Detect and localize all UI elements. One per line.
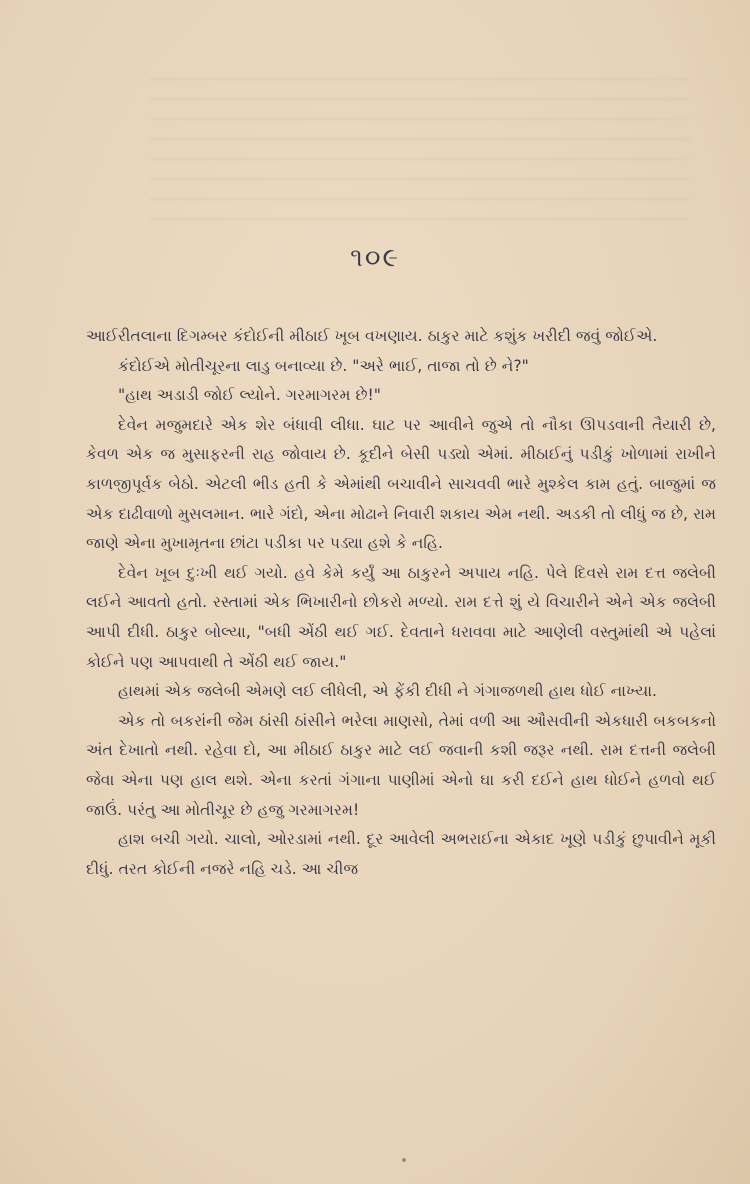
paragraph: એક તો બકરાંની જેમ ઠાંસી ઠાંસીને ભરેલા માણસો, તેમાં વળી આ ઔસવીની એકધારી બકબકનો અંત દેખાતો નથી. રહેવા દો, આ મીઠાઈ ઠાકુર માટે લઈ જવાની કશી જરૂર નથી. રામ દત્તની જલેબી જેવા એના પણ હાલ થશે. એના કરતાં ગંગાના પાણીમાં એનો ઘા કરી દઈને હાથ ધોઈને હળવો થઈ જાઉં. પરંતુ આ મોતીચૂર છે હજુ ગરમાગરમ!	[86, 711, 716, 819]
paragraph: દેવેન ખૂબ દુઃખી થઈ ગયો. હવે કેમે કર્યું આ ઠાકુરને અપાય નહિ. પેલે દિવસે રામ દત્ત જલેબી લઈને આવતો હતો. રસ્તામાં એક ભિખારીનો છોકરો મળ્યો. રામ દત્તે શું યે વિચારીને એને એક જલેબી આપી દીધી. ઠાકુર બોલ્યા, "બધી એંઠી થઈ ગઈ. દેવતાને ધરાવવા માટે આણેલી વસ્તુમાંથી એ પહેલાં કોઈને પણ આપવાથી તે એંઠી થઈ જાય."	[86, 563, 716, 671]
paragraph: દેવેન મજુમદારે એક શેર બંધાવી લીધા. ઘાટ પર આવીને જુએ તો નૌકા ઊપડવાની તૈયારી છે, કેવળ એક જ મુસાફરની રાહ જોવાય છે. કૂદીને બેસી પડ્યો એમાં. મીઠાઈનું પડીકું ખોળામાં રાખીને કાળજીપૂર્વક બેઠો. એટલી ભીડ હતી કે એમાંથી બચાવીને સાચવવી ભારે મુશ્કેલ કામ હતું. બાજુમાં જ એક દાઢીવાળો મુસલમાન. ભારે ગંદો, એના મોઢાને નિવારી શકાય એમ નથી. અડકી તો લીધું જ છે, રામ જાણે એના મુખામૃતના છાંટા પડીકા પર પડ્યા હશે કે નહિ.	[86, 415, 716, 553]
show-through-text	[150, 60, 690, 230]
paragraph: આઈરીતલાના દિગમ્બર કંદોઈની મીઠાઈ ખૂબ વખણાય. ઠાકુર માટે કશુંક ખરીદી જવું જોઈએ.	[86, 327, 658, 345]
page-number: ૧૦૯	[350, 243, 400, 273]
body-text	[86, 322, 716, 884]
paragraph: "હાથ અડાડી જોઈ લ્યોને. ગરમાગરમ છે!"	[118, 386, 381, 405]
paragraph: હાથમાં એક જલેબી એમણે લઈ લીધેલી, એ ફેંકી દીધી ને ગંગાજળથી હાથ ધોઈ નાખ્યા.	[118, 682, 658, 701]
paragraph: કંદોઈએ મોતીચૂરના લાડુ બનાવ્યા છે. "અરે ભાઈ, તાજા તો છે ને?"	[118, 356, 529, 375]
paragraph: હાશ બચી ગયો. ચાલો, ઓરડામાં નથી. દૂર આવેલી અભરાઈના એકાદ ખૂણે પડીકું છુપાવીને મૂકી દીધું. તરત કોઈની નજરે નહિ ચડે. આ ચીજ	[86, 830, 716, 878]
ink-speck	[402, 1158, 406, 1162]
